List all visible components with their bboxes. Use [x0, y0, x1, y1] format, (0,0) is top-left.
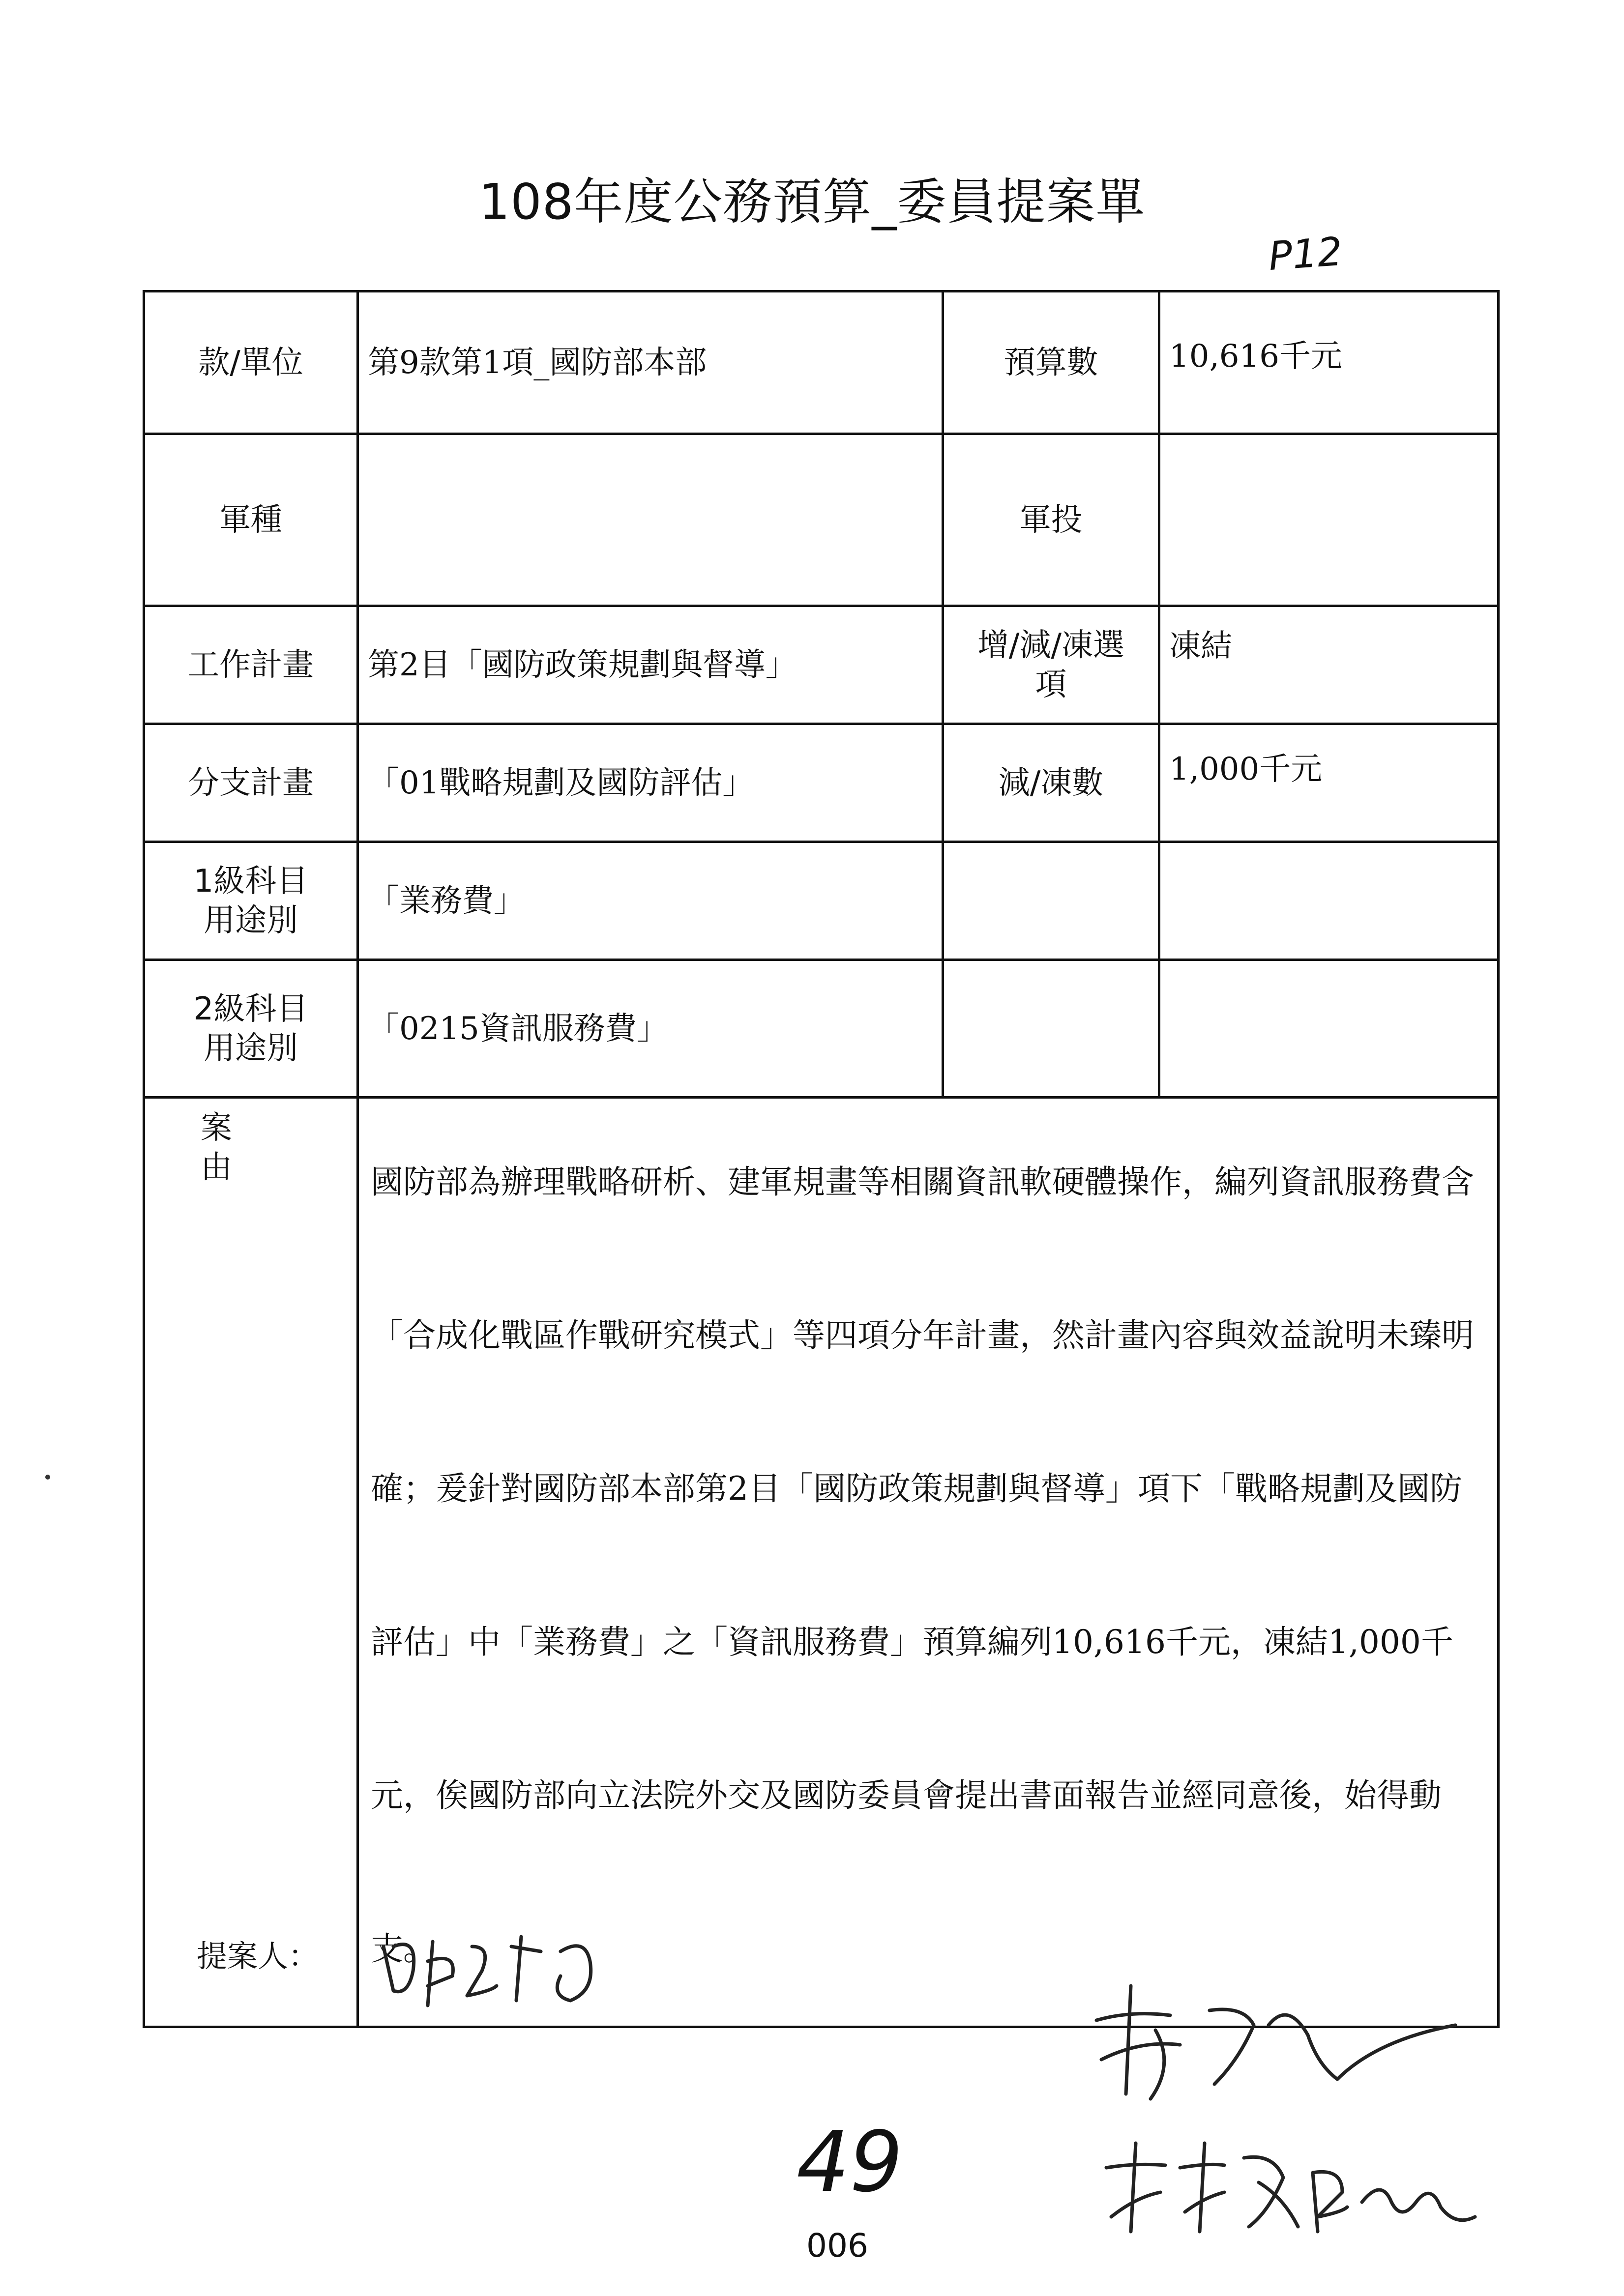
row-work-plan — [144, 606, 1499, 724]
level1-empty-cell-b — [1159, 842, 1499, 960]
work-plan-value: 第2目「國防政策規劃與督導」 — [358, 606, 943, 724]
handwritten-page-number: 49 — [797, 2114, 903, 2211]
service-value — [358, 434, 943, 606]
handwritten-page-ref: P12 — [1267, 228, 1344, 280]
row-level1-subject — [144, 842, 1499, 960]
action-option-value: 凍結 — [1159, 606, 1499, 724]
budget-value: 10,616千元 — [1159, 291, 1499, 434]
military-investment-value — [1159, 434, 1499, 606]
level1-subject-label: 1級科目用途別 — [144, 842, 358, 960]
level2-subject-value: 「0215資訊服務費」 — [358, 960, 943, 1098]
level2-empty-cell-b — [1159, 960, 1499, 1098]
row-service — [144, 434, 1499, 606]
proposal-form-table — [143, 290, 1500, 2028]
level2-empty-cell-a — [943, 960, 1159, 1098]
level1-subject-value: 「業務費」 — [358, 842, 943, 960]
branch-plan-value: 「01戰略規劃及國防評估」 — [358, 724, 943, 842]
row-level2-subject — [144, 960, 1499, 1098]
row-branch-plan — [144, 724, 1499, 842]
proposer-label: 提案人： — [197, 1938, 319, 1974]
reason-text: 國防部為辦理戰略研析、建軍規畫等相關資訊軟硬體操作，編列資訊服務費含「合成化戰區作戰研究模式」等四項分年計畫，然計畫內容與效益說明未臻明確；爰針對國防部本部第2目「國防政策規劃與督導」項下「戰略規劃及國防評估」中「業務費」之「資訊服務費」預算編列10,616千元，凍結1,000千元，俟國防部向立法院外交及國防委員會提出書面報告並經同意後，始得動支。 — [358, 1098, 1499, 2027]
reduce-freeze-amount-value: 1,000千元 — [1159, 724, 1499, 842]
signature-2 — [1082, 1966, 1475, 2114]
work-plan-label: 工作計畫 — [144, 606, 358, 724]
signature-1 — [374, 1917, 620, 2015]
branch-plan-label: 分支計畫 — [144, 724, 358, 842]
row-reason — [144, 1098, 1499, 2027]
service-label: 軍種 — [144, 434, 358, 606]
document-title: 108年度公務預算_委員提案單 — [478, 173, 1146, 231]
level2-subject-label: 2級科目用途別 — [144, 960, 358, 1098]
scan-speck — [45, 1475, 50, 1480]
level1-empty-cell-a — [943, 842, 1159, 960]
page-number: 006 — [806, 2227, 868, 2265]
reason-label: 案由 — [144, 1098, 358, 2027]
budget-label: 預算數 — [943, 291, 1159, 434]
action-option-label: 增/減/凍選項 — [943, 606, 1159, 724]
unit-label: 款/單位 — [144, 291, 358, 434]
row-unit — [144, 291, 1499, 434]
military-investment-label: 軍投 — [943, 434, 1159, 606]
unit-value: 第9款第1項_國防部本部 — [358, 291, 943, 434]
reduce-freeze-amount-label: 減/凍數 — [943, 724, 1159, 842]
signature-3 — [1096, 2119, 1490, 2246]
